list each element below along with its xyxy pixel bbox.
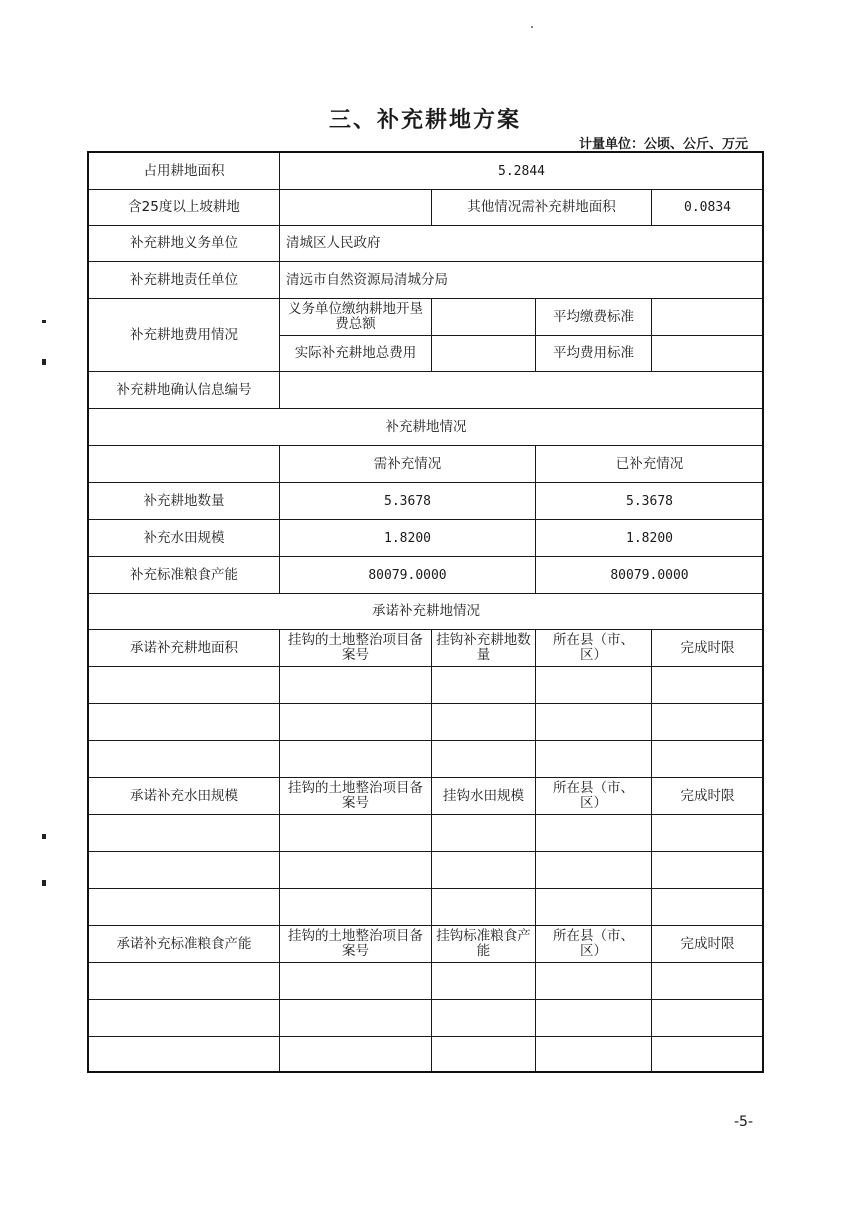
supplement-row-done: 80079.0000 <box>535 556 764 594</box>
supplement-row-required: 5.3678 <box>279 482 536 520</box>
promise-cell <box>88 740 280 778</box>
promise-cell <box>651 703 764 741</box>
promise-cell <box>535 851 652 889</box>
fee-total-label: 义务单位缴纳耕地开垦费总额 <box>279 298 432 336</box>
promise-cell <box>88 962 280 1000</box>
scan-speck <box>531 26 533 28</box>
avg-fee-label: 平均缴费标准 <box>535 298 652 336</box>
promise-cell <box>535 814 652 852</box>
responsible-unit-value: 清远市自然资源局清城分局 <box>279 261 764 299</box>
promise-cell <box>88 703 280 741</box>
promise-cell <box>651 666 764 704</box>
avg-cost-label: 平均费用标准 <box>535 335 652 372</box>
promise-cell <box>535 740 652 778</box>
promise-header: 完成时限 <box>651 925 764 963</box>
promise-header: 挂钩的土地整治项目备案号 <box>279 925 432 963</box>
page-title: 三、补充耕地方案 <box>328 108 521 133</box>
promise-cell <box>279 740 432 778</box>
col-required: 需补充情况 <box>279 445 536 483</box>
promise-cell <box>88 999 280 1037</box>
supplement-row-done: 5.3678 <box>535 482 764 520</box>
promise-cell <box>279 703 432 741</box>
promise-header: 所在县（市、区） <box>535 777 652 815</box>
promise-header: 承诺补充水田规模 <box>88 777 280 815</box>
promise-header: 完成时限 <box>651 629 764 667</box>
promise-cell <box>651 999 764 1037</box>
promise-header: 挂钩水田规模 <box>431 777 536 815</box>
slope-value <box>279 189 432 226</box>
promise-cell <box>431 851 536 889</box>
actual-cost-value <box>431 335 536 372</box>
obligation-unit-label: 补充耕地义务单位 <box>88 225 280 262</box>
promise-cell <box>279 1036 432 1073</box>
promise-cell <box>535 1036 652 1073</box>
avg-cost-value <box>651 335 764 372</box>
promise-header: 挂钩标准粮食产能 <box>431 925 536 963</box>
supplement-header-blank <box>88 445 280 483</box>
promise-cell <box>88 851 280 889</box>
binding-hole-mark <box>42 880 46 886</box>
promise-section-title: 承诺补充耕地情况 <box>88 593 764 630</box>
binding-hole-mark <box>42 320 46 323</box>
occupied-area-label: 占用耕地面积 <box>88 152 280 190</box>
promise-cell <box>279 962 432 1000</box>
avg-fee-value <box>651 298 764 336</box>
promise-cell <box>279 851 432 889</box>
promise-cell <box>431 888 536 926</box>
cost-label: 补充耕地费用情况 <box>88 298 280 372</box>
promise-cell <box>88 814 280 852</box>
fee-total-value <box>431 298 536 336</box>
promise-cell <box>651 962 764 1000</box>
unit-note: 计量单位：公顷、公斤、万元 <box>578 137 748 152</box>
supplement-row-required: 80079.0000 <box>279 556 536 594</box>
promise-header: 承诺补充耕地面积 <box>88 629 280 667</box>
other-area-value: 0.0834 <box>651 189 764 226</box>
binding-hole-mark <box>42 359 46 365</box>
promise-cell <box>279 888 432 926</box>
obligation-unit-value: 清城区人民政府 <box>279 225 764 262</box>
promise-cell <box>651 1036 764 1073</box>
promise-cell <box>431 740 536 778</box>
promise-cell <box>431 999 536 1037</box>
binding-hole-mark <box>42 834 46 839</box>
promise-header: 挂钩的土地整治项目备案号 <box>279 629 432 667</box>
promise-cell <box>535 703 652 741</box>
promise-cell <box>279 666 432 704</box>
promise-cell <box>651 888 764 926</box>
supplement-row-done: 1.8200 <box>535 519 764 557</box>
promise-cell <box>279 999 432 1037</box>
promise-header: 挂钩补充耕地数量 <box>431 629 536 667</box>
promise-cell <box>88 1036 280 1073</box>
promise-cell <box>535 666 652 704</box>
promise-cell <box>88 888 280 926</box>
confirm-no-value <box>279 371 764 409</box>
supplement-row-required: 1.8200 <box>279 519 536 557</box>
occupied-area-value: 5.2844 <box>279 152 764 190</box>
actual-cost-label: 实际补充耕地总费用 <box>279 335 432 372</box>
page-number: -5- <box>734 1114 754 1130</box>
supplement-section-title: 补充耕地情况 <box>88 408 764 446</box>
promise-header: 承诺补充标准粮食产能 <box>88 925 280 963</box>
confirm-no-label: 补充耕地确认信息编号 <box>88 371 280 409</box>
promise-cell <box>431 962 536 1000</box>
promise-header: 完成时限 <box>651 777 764 815</box>
promise-cell <box>535 962 652 1000</box>
promise-cell <box>279 814 432 852</box>
responsible-unit-label: 补充耕地责任单位 <box>88 261 280 299</box>
supplement-row-label: 补充水田规模 <box>88 519 280 557</box>
promise-cell <box>431 666 536 704</box>
promise-cell <box>651 814 764 852</box>
promise-cell <box>431 703 536 741</box>
promise-cell <box>431 1036 536 1073</box>
promise-header: 挂钩的土地整治项目备案号 <box>279 777 432 815</box>
promise-cell <box>88 666 280 704</box>
promise-cell <box>651 851 764 889</box>
other-area-label: 其他情况需补充耕地面积 <box>431 189 652 226</box>
col-done: 已补充情况 <box>535 445 764 483</box>
promise-cell <box>535 888 652 926</box>
promise-header: 所在县（市、区） <box>535 925 652 963</box>
promise-header: 所在县（市、区） <box>535 629 652 667</box>
supplement-row-label: 补充标准粮食产能 <box>88 556 280 594</box>
supplement-row-label: 补充耕地数量 <box>88 482 280 520</box>
slope-label: 含25度以上坡耕地 <box>88 189 280 226</box>
promise-cell <box>431 814 536 852</box>
promise-cell <box>651 740 764 778</box>
promise-cell <box>535 999 652 1037</box>
